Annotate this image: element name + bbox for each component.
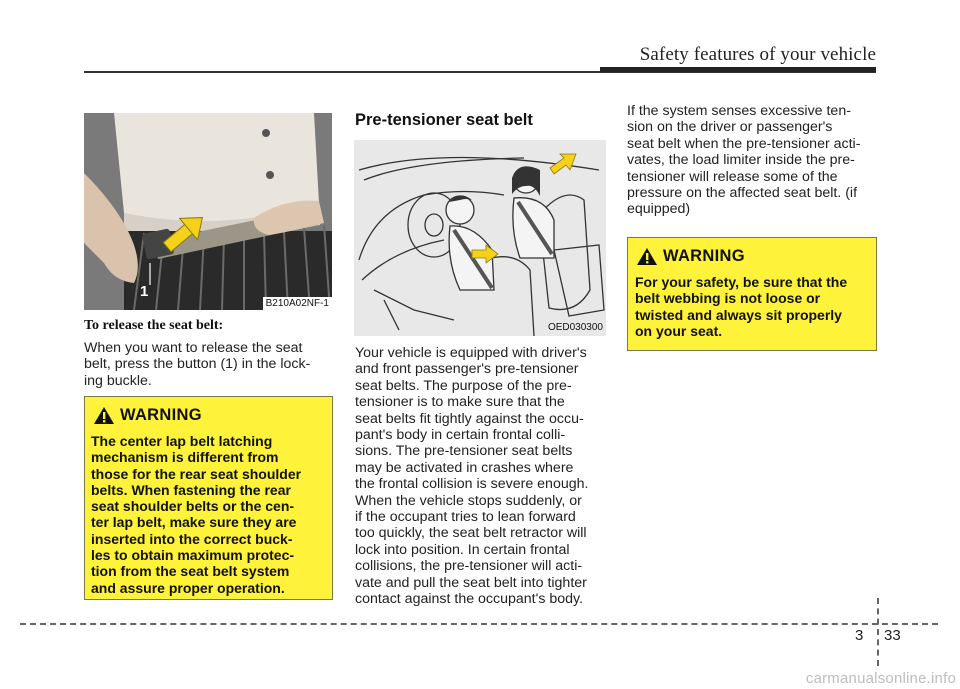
warning-triangle-icon [636, 247, 658, 266]
running-header: Safety features of your vehicle [639, 44, 876, 65]
subheading: To release the seat belt: [84, 318, 224, 333]
warning-text: For your safety, be sure that the belt webbing is not loose or twisted and always sit properly on your seat. [635, 274, 848, 339]
watermark: carmanualsonline.info [805, 670, 956, 687]
chapter-number: 3 [855, 627, 864, 644]
footer-divider [877, 598, 879, 666]
release-instructions: When you want to release the seat belt, press the button (1) in the lock- ing buckle. [84, 340, 311, 389]
warning-box-belt-webbing [627, 237, 877, 351]
pretensioner-description: Your vehicle is equipped with driver's and front passenger's pre-tensioner seat belts. The purpose of the pre- tensioner is to make sure that the seat belts fit tightly against the occu- pant's body in certain frontal colli- sions. The pre-tensioner seat belts may be activated in crashes where the frontal collision is severe enough. When the vehicle stops suddenly, or if the occupant tries to lean forward too quickly, the seat belt retractor will lock into position. In certain frontal collisions, the pre-tensioner will acti- vate and pull the seat belt into tighter contact against the occupant's body. [355, 345, 589, 608]
image-code: B210A02NF-1 [263, 297, 332, 310]
warning-box-center-lap [84, 396, 333, 600]
image-code: OED030300 [545, 321, 606, 334]
seat-belt-buckle-drawing [84, 113, 332, 310]
warning-triangle-icon [93, 406, 115, 425]
section-title: Pre-tensioner seat belt [355, 111, 533, 129]
warning-title: WARNING [120, 406, 202, 424]
pretensioner-drawing [354, 140, 606, 336]
footer-rule [20, 623, 938, 625]
warning-text: The center lap belt latching mechanism is different from those for the rear seat shoulder belts. When fastening the rear seat shoulder belts or the cen- ter lap belt, make sure they are inserted into the correct buck- les to obtain maximum protec- tion from the seat belt system and assure proper operation. [91, 433, 302, 596]
pretensioner-illustration [354, 140, 606, 336]
load-limiter-description: If the system senses excessive ten- sion on the driver or passenger's seat belt when the pre-tensioner acti- vates, the load limiter inside the pre- tensioner will release some of the pressure on the affected seat belt. (if equipped) [627, 103, 861, 218]
page-number: 33 [884, 627, 901, 644]
warning-title: WARNING [663, 247, 745, 265]
callout-number: 1 [140, 283, 149, 300]
seat-belt-buckle-photo [84, 113, 332, 310]
header-rule-accent [600, 67, 876, 72]
